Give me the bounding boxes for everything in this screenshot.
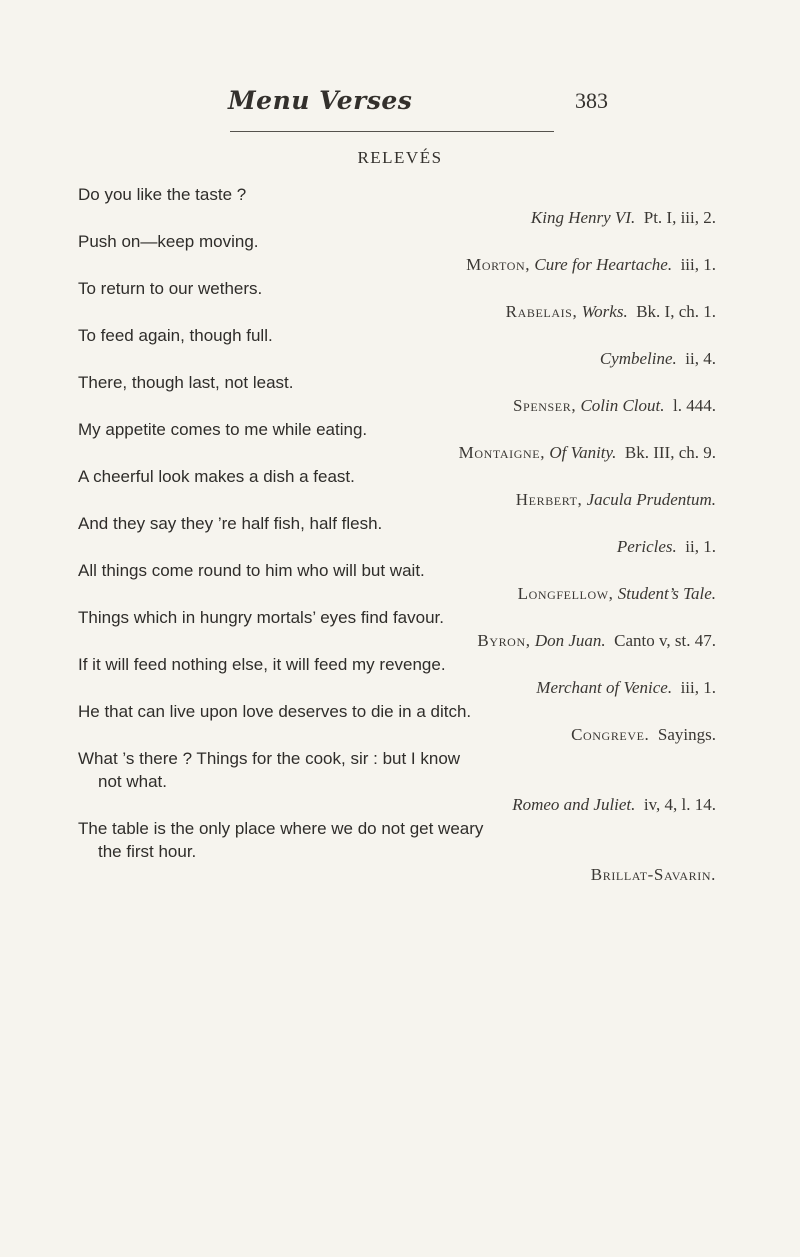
quotation-source xyxy=(0,441,716,465)
source-work: Cymbeline. xyxy=(599,349,677,368)
quotation-line: What ’s there ? Things for the cook, sir : but I know xyxy=(78,749,461,768)
quotation-source xyxy=(0,300,716,324)
quotation-continuation: not what. xyxy=(98,772,167,791)
quotation-entry xyxy=(0,324,800,371)
quotation-entry xyxy=(0,277,800,324)
quotation-entry xyxy=(0,512,800,559)
source-reference: Pt. I, iii, 2. xyxy=(643,208,716,227)
quotation-entry xyxy=(0,747,800,817)
source-work: Jacula Prudentum. xyxy=(586,490,716,509)
source-work: Student’s Tale. xyxy=(617,584,716,603)
quotation-text xyxy=(78,817,718,863)
quotation-text: To return to our wethers. xyxy=(78,279,263,298)
source-author: Congreve. xyxy=(571,725,650,744)
quotation-source xyxy=(0,347,716,371)
quotation-text: And they say they ’re half fish, half flesh. xyxy=(78,514,383,533)
source-reference: ii, 1. xyxy=(685,537,716,556)
quotation-source xyxy=(0,206,716,230)
source-reference: Bk. III, ch. 9. xyxy=(624,443,716,462)
quotation-text: My appetite comes to me while eating. xyxy=(78,420,368,439)
source-author: Morton, xyxy=(466,255,531,274)
quotation-continuation: the first hour. xyxy=(98,842,197,861)
quotation-entry xyxy=(0,230,800,277)
source-work: Pericles. xyxy=(616,537,677,556)
source-work: Merchant of Venice. xyxy=(536,678,673,697)
quotation-text: He that can live upon love deserves to die in a ditch. xyxy=(78,702,472,721)
quotation-line: The table is the only place where we do not get weary xyxy=(78,819,484,838)
quotation-entry xyxy=(0,183,800,230)
quotation-source xyxy=(0,488,716,512)
quotation-text: Push on—keep moving. xyxy=(78,232,259,251)
quotation-entry xyxy=(0,653,800,700)
source-reference: Sayings. xyxy=(657,725,716,744)
source-reference: Bk. I, ch. 1. xyxy=(636,302,716,321)
quotation-text: All things come round to him who will but wait. xyxy=(78,561,425,580)
source-work: Of Vanity. xyxy=(549,443,617,462)
quotation-entry xyxy=(0,700,800,747)
source-work: Cure for Heartache. xyxy=(534,255,673,274)
quotation-text: Things which in hungry mortals’ eyes find favour. xyxy=(78,608,444,627)
source-work: King Henry VI. xyxy=(530,208,636,227)
source-reference: ii, 4. xyxy=(685,349,716,368)
quotation-entry xyxy=(0,465,800,512)
quotation-source xyxy=(0,253,716,277)
quotation-entry xyxy=(0,371,800,418)
running-title: Menu Verses xyxy=(228,86,413,115)
quotation-entry xyxy=(0,559,800,606)
source-author: Longfellow, xyxy=(517,584,614,603)
quotation-text: A cheerful look makes a dish a feast. xyxy=(78,467,355,486)
source-reference: iii, 1. xyxy=(680,255,716,274)
source-author: Montaigne, xyxy=(458,443,546,462)
quotation-text: To feed again, though full. xyxy=(78,326,273,345)
source-author: Rabelais, xyxy=(505,302,578,321)
source-author: Spenser, xyxy=(513,396,577,415)
source-work: Don Juan. xyxy=(534,631,606,650)
source-work: Works. xyxy=(581,302,628,321)
quotation-source xyxy=(0,394,716,418)
quotation-entry xyxy=(0,606,800,653)
quotation-text: If it will feed nothing else, it will feed my revenge. xyxy=(78,655,446,674)
source-reference: iii, 1. xyxy=(680,678,716,697)
source-author: Brillat-Savarin. xyxy=(590,865,716,884)
quotation-source xyxy=(0,863,716,887)
source-reference: iv, 4, l. 14. xyxy=(643,795,716,814)
source-author: Herbert, xyxy=(515,490,583,509)
quotation-source xyxy=(0,629,716,653)
page-header xyxy=(228,86,608,126)
source-reference: Canto v, st. 47. xyxy=(614,631,716,650)
quotation-list xyxy=(0,183,800,887)
quotation-text: Do you like the taste ? xyxy=(78,185,247,204)
header-rule xyxy=(230,131,554,132)
quotation-source xyxy=(0,793,716,817)
section-heading: RELEVÉS xyxy=(357,148,443,167)
quotation-source xyxy=(0,676,716,700)
quotation-text: There, though last, not least. xyxy=(78,373,294,392)
source-work: Romeo and Juliet. xyxy=(512,795,636,814)
source-author: Byron, xyxy=(477,631,531,650)
quotation-source xyxy=(0,582,716,606)
quotation-text xyxy=(78,747,718,793)
source-work: Colin Clout. xyxy=(580,396,665,415)
quotation-source xyxy=(0,535,716,559)
quotation-entry xyxy=(0,817,800,887)
quotation-source xyxy=(0,723,716,747)
page-number: 383 xyxy=(575,88,608,113)
source-reference: l. 444. xyxy=(673,396,716,415)
quotation-entry xyxy=(0,418,800,465)
